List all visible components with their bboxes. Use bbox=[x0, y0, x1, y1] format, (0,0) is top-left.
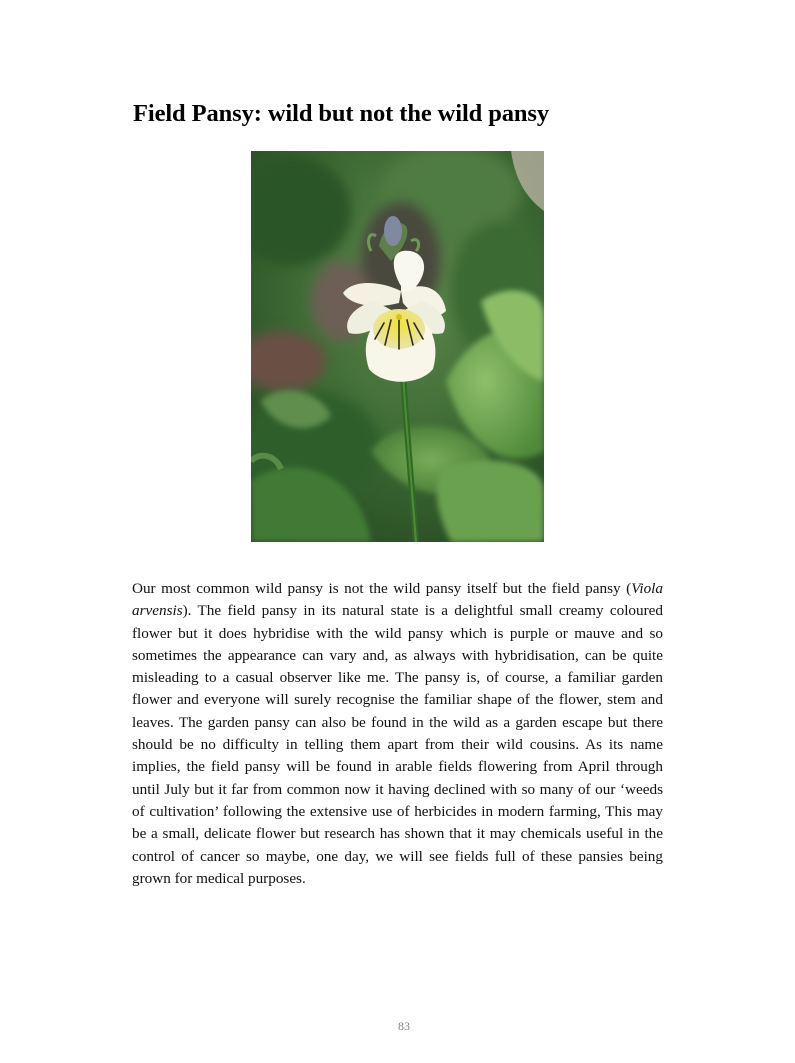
page-number: 83 bbox=[398, 1019, 410, 1033]
page-title: Field Pansy: wild but not the wild pansy bbox=[133, 100, 549, 127]
paragraph-text-after-species: ). The field pansy in its natural state is a delightful small creamy coloured flower but it does hybridise with the wild pansy which is purple or mauve and so sometimes the appearance can vary and, as always with hybridisation, can be quite misleading to a casual observer like me. The pansy is, of course, a familiar garden flower and everyone will surely recognise the familiar shape of the flower, stem and leaves. The garden pansy can also be found in the wild as a garden escape but there should be no difficulty in telling them apart from their wild cousins. As its name implies, the field pansy will be found in arable fields flowering from April through until July but it far from common now it having declined with so many of our ‘weeds of cultivation’ following the extensive use of herbicides in modern farming, This may be a small, delicate flower but research has shown that it may chemicals useful in the control of cancer so maybe, one day, we will see fields full of these pansies being grown for medical purposes. bbox=[132, 602, 663, 887]
paragraph-text-before-species: Our most common wild pansy is not the wild pansy itself but the field pansy ( bbox=[132, 580, 632, 597]
description-paragraph bbox=[132, 578, 663, 890]
field-pansy-illustration bbox=[251, 151, 544, 542]
species-name: Viola arvensis bbox=[132, 580, 663, 620]
field-pansy-photo bbox=[251, 151, 544, 542]
